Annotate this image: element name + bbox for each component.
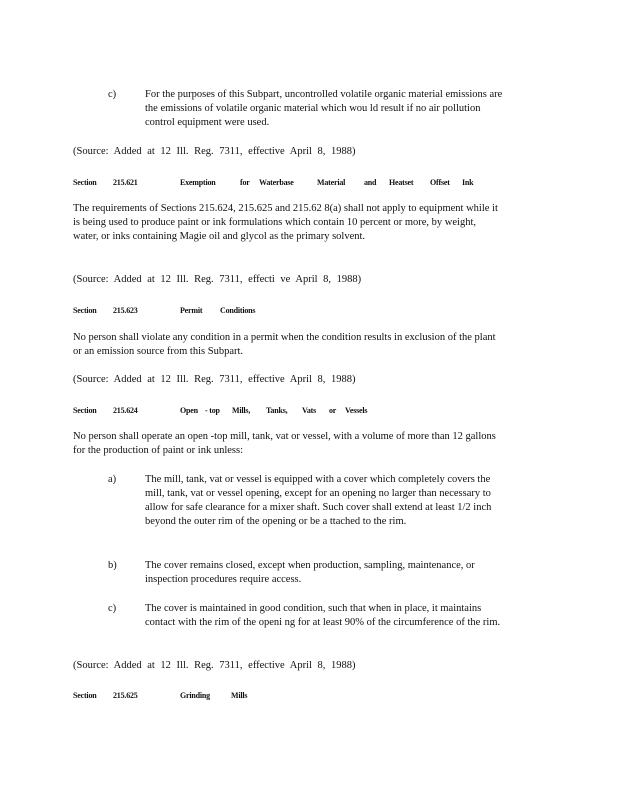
section-title-word: and (364, 178, 377, 187)
section-title-word: or (329, 406, 337, 415)
section-title-word: for (240, 178, 250, 187)
section-body: The requirements of Sections 215.624, 215.625 and 215.62 8(a) shall not apply to equipment while it is being used to produce paint or ink formulations which contain 10 percent or more, by weight, water, or inks containing Magie oil and glycol as the primary solvent. (73, 203, 498, 242)
item-label: b) (108, 560, 117, 571)
item-label: c) (108, 603, 117, 614)
item-text: For the purposes of this Subpart, uncontrolled volatile organic material emissions are the emissions of volatile organic material which wou ld result if no air pollution control equipment were used. (145, 89, 503, 128)
source-note: (Source: Added at 12 Ill. Reg. 7311, effective April 8, 1988) (73, 374, 356, 385)
section-title-word: Vats (302, 406, 317, 415)
section-title-word: Vessels (345, 406, 368, 415)
section-number: 215.625 (113, 691, 138, 700)
source-note: (Source: Added at 12 Ill. Reg. 7311, effecti ve April 8, 1988) (73, 274, 362, 285)
section-title-word: Heatset (389, 178, 414, 187)
section-title-word: Mills (231, 691, 248, 700)
item-text: The mill, tank, vat or vessel is equipped with a cover which completely covers the mill, tank, vat or vessel opening, except for an opening no larger than necessary to allow for safe clearance for a mixer shaft. Such cover shall extend at least 1/2 inch beyond the outer rim of the opening or be a ttached to the rim. (145, 474, 492, 527)
section-heading (73, 176, 503, 190)
section-title-word: Permit (180, 306, 203, 315)
section-title-word: Offset (430, 178, 450, 187)
section-title-word: Conditions (220, 306, 256, 315)
section-title-word: Ink (462, 178, 474, 187)
section-title-word: Mills, (232, 406, 251, 415)
section-heading (73, 689, 503, 703)
section-number: 215.623 (113, 306, 138, 315)
section-title-word: Tanks, (266, 406, 288, 415)
source-note: (Source: Added at 12 Ill. Reg. 7311, effective April 8, 1988) (73, 660, 356, 671)
section-heading (73, 304, 503, 318)
item-label: c) (108, 89, 117, 100)
section-number: 215.624 (113, 406, 138, 415)
section-body: No person shall violate any condition in a permit when the condition results in exclusion of the plant or an emission source from this Subpart. (73, 332, 496, 357)
section-word: Section (73, 691, 97, 700)
section-title-word: Material (317, 178, 346, 187)
item-text: The cover is maintained in good condition, such that when in place, it maintains contact with the rim of the openi ng for at least 90% of the circumference of the rim. (145, 603, 501, 628)
section-heading (73, 404, 503, 418)
section-word: Section (73, 306, 97, 315)
section-title-word: Open (180, 406, 198, 415)
section-number: 215.621 (113, 178, 138, 187)
section-title-word: Waterbase (259, 178, 294, 187)
item-text: The cover remains closed, except when production, sampling, maintenance, or inspection procedures require access. (145, 560, 475, 585)
source-note: (Source: Added at 12 Ill. Reg. 7311, effective April 8, 1988) (73, 146, 356, 157)
section-title-word: Grinding (180, 691, 210, 700)
section-body: No person shall operate an open -top mill, tank, vat or vessel, with a volume of more than 12 gallons for the production of paint or ink unless: (73, 431, 496, 456)
section-word: Section (73, 406, 97, 415)
item-label: a) (108, 474, 117, 485)
section-word: Section (73, 178, 97, 187)
section-title-word: Exemption (180, 178, 216, 187)
section-title-word: - top (205, 406, 220, 415)
